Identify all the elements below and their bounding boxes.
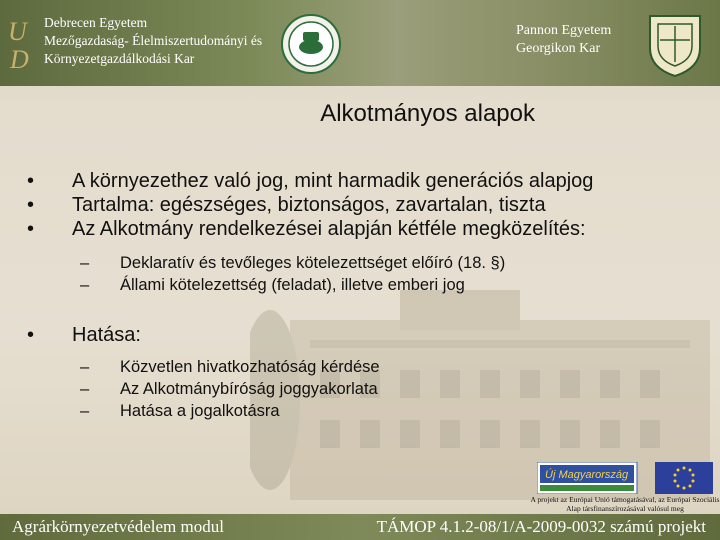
debrecen-logo-icon — [6, 12, 40, 72]
sub-bullet-text: Az Alkotmánybíróság joggyakorlata — [120, 380, 378, 398]
bullet-item — [24, 324, 684, 347]
bullet-text: Tartalma: egészséges, biztonságos, zavartalan, tiszta — [72, 194, 546, 216]
header-banner — [0, 0, 720, 86]
bullet-text: Az Alkotmány rendelkezései alapján kétféle megközelítés: — [72, 218, 586, 240]
bullet-dot-icon: • — [27, 218, 35, 240]
sub-bullet-text: Közvetlen hivatkozhatóság kérdése — [120, 358, 380, 376]
eu-funding-logos — [537, 462, 713, 494]
sub-bullet-item — [24, 400, 684, 422]
footer-module-name: Agrárkörnyezetvédelem modul — [12, 517, 224, 536]
svg-text:U: U — [8, 17, 27, 46]
sub-bullet-item — [24, 252, 684, 274]
footer-bar — [0, 514, 720, 540]
header-left-line: Debrecen Egyetem — [44, 15, 148, 30]
bullet-text: A környezethez való jog, mint harmadik generációs alapjog — [72, 170, 594, 192]
bullet-item — [24, 170, 684, 193]
bullet-item — [24, 218, 684, 241]
georgikon-crest-icon — [644, 10, 706, 78]
header-right-line: Georgikon Kar — [516, 41, 601, 56]
uj-magyarorszag-logo-text: Új Magyarország — [545, 469, 629, 481]
dash-icon: – — [80, 358, 90, 376]
debrecen-faculty-name — [44, 14, 262, 68]
sub-bullet-text: Hatása a jogalkotásra — [120, 402, 280, 420]
sub-bullet-item — [24, 378, 684, 400]
dash-icon: – — [80, 276, 90, 294]
dash-icon: – — [80, 402, 90, 420]
sub-bullet-item — [24, 356, 684, 378]
sub-bullet-text: Deklaratív és tevőleges kötelezettséget előíró (18. §) — [120, 254, 506, 272]
footer-project-id: TÁMOP 4.1.2-08/1/A-2009-0032 számú projekt — [376, 517, 706, 536]
header-left-line: Mezőgazdaság- Élelmiszertudományi és — [44, 33, 263, 48]
bullet-dot-icon: • — [27, 324, 35, 346]
bullet-list — [24, 170, 684, 422]
sub-bullet-text: Állami kötelezettség (feladat), illetve emberi jog — [120, 276, 465, 294]
eu-funding-caption: A projekt az Európai Unió támogatásával, az Európai Szociális Alap társfinanszírozásával valósul meg — [530, 495, 720, 513]
slide-title-text: Alkotmányos alapok — [320, 100, 535, 127]
header-right-line: Pannon Egyetem — [516, 23, 612, 38]
university-seal-icon — [281, 14, 341, 74]
pannon-faculty-name — [516, 22, 611, 58]
bullet-text: Hatása: — [72, 324, 141, 346]
header-left-line: Környezetgazdálkodási Kar — [44, 51, 195, 66]
bullet-dot-icon: • — [27, 170, 35, 192]
dash-icon: – — [80, 380, 90, 398]
bullet-dot-icon: • — [27, 194, 35, 216]
slide-title — [0, 100, 720, 128]
bullet-item — [24, 194, 684, 217]
sub-bullet-item — [24, 274, 684, 296]
svg-text:D: D — [10, 45, 29, 72]
dash-icon: – — [80, 254, 90, 272]
